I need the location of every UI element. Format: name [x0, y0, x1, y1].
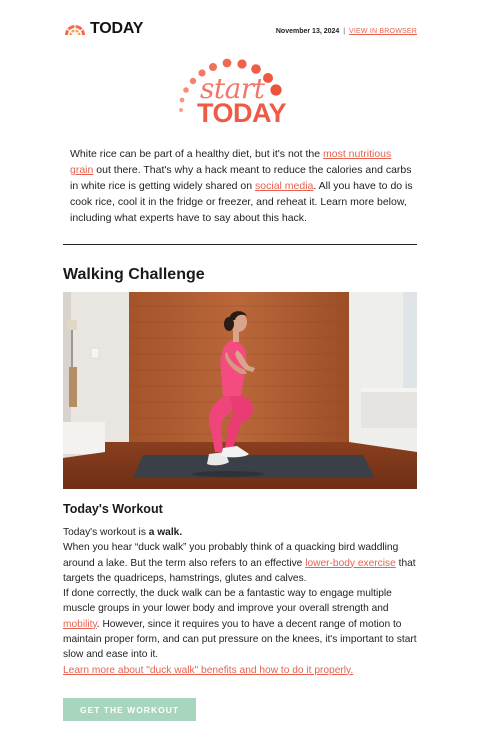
- email-header: [63, 20, 417, 40]
- workout-body: [63, 525, 417, 678]
- view-in-browser-link[interactable]: VIEW IN BROWSER: [349, 28, 417, 35]
- lower-body-exercise-link[interactable]: lower-body exercise: [305, 557, 396, 569]
- rainbow-icon: [63, 23, 87, 35]
- learn-more-link[interactable]: Learn more about "duck walk" benefits and how to do it properly.: [63, 664, 354, 676]
- workout-text: When you hear “duck walk” you probably think of a quacking bird waddling around a lake. But the term also refers to an effective: [63, 542, 399, 569]
- workout-text: . However, since it requires you to have a decent range of motion to maintain proper form, and can put pressure on the knees, it's important to start slow and ease into it.: [63, 618, 417, 661]
- today-word: TODAY: [197, 98, 287, 128]
- start-word: start: [200, 72, 265, 105]
- duck-walk-image: [63, 292, 417, 489]
- workout-text: that targets the quadriceps, hamstrings, glutes and calves.: [63, 557, 416, 584]
- today-logo[interactable]: [63, 20, 143, 38]
- intro-text: . All you have to do is cook rice, cool it in the fridge or freezer, and reheat it. Learn more below, including what experts have to say about this hack.: [70, 180, 413, 224]
- section-divider: [63, 244, 417, 245]
- workout-type: a walk.: [148, 527, 183, 538]
- workout-photo[interactable]: [63, 292, 417, 489]
- workout-text: Today's workout is: [63, 527, 149, 538]
- workout-text: If done correctly, the duck walk can be a fantastic way to engage multiple muscle groups in your lower body and improve your overall strength and: [63, 588, 392, 615]
- workout-intro: [63, 525, 417, 540]
- workout-paragraph: [63, 586, 417, 662]
- header-meta: [276, 28, 417, 35]
- get-the-workout-button[interactable]: GET THE WORKOUT: [63, 698, 196, 721]
- issue-date: November 13, 2024: [275, 28, 340, 35]
- social-media-link[interactable]: social media: [255, 180, 314, 192]
- intro-paragraph: [70, 146, 417, 226]
- most-nutritious-grain-link[interactable]: most nutritious grain: [70, 148, 392, 176]
- header-separator: |: [343, 28, 346, 35]
- start-today-logo: [175, 50, 305, 128]
- mobility-link[interactable]: mobility: [63, 618, 97, 630]
- workout-paragraph: [63, 540, 417, 586]
- intro-text: out there. That's why a hack meant to reduce the calories and carbs in white rice is getting widely shared on: [70, 164, 412, 192]
- brand-name: TODAY: [90, 20, 144, 37]
- workout-title: Today's Workout: [63, 502, 163, 516]
- intro-text: White rice can be part of a healthy diet, but it's not the: [70, 148, 323, 160]
- section-title: Walking Challenge: [63, 266, 205, 283]
